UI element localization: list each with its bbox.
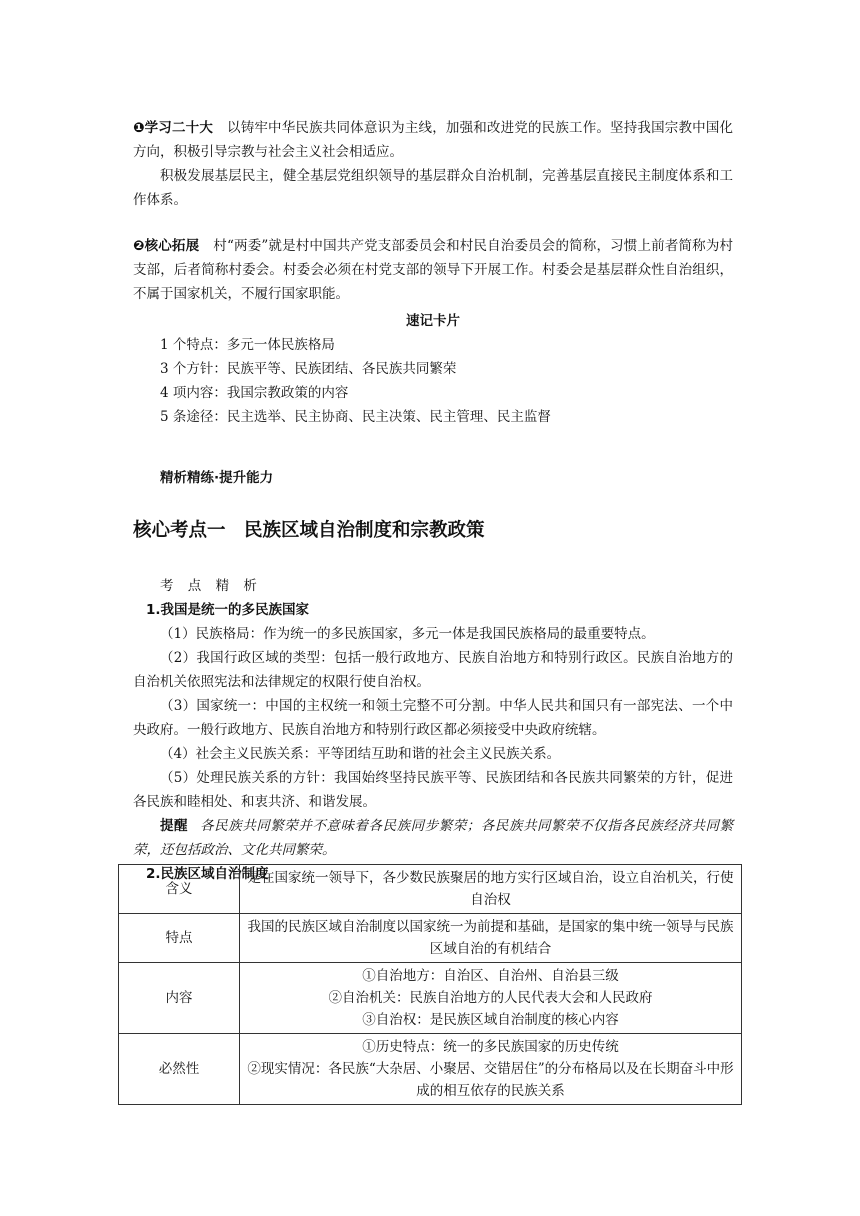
analysis-label: 考 点 精 析 <box>160 578 262 594</box>
table-value-cell <box>240 963 742 1034</box>
study-text-1: 以铸牢中华民族共同体意识为主线，加强和改进党的民族工作。坚持我国宗教中国化方向，积极引导宗教与社会主义社会相适应。 <box>133 120 733 160</box>
table-key-cell: 含义 <box>119 865 240 914</box>
subheading-2: 2.民族区域自治制度 <box>146 866 269 882</box>
memo-card-line: 5 条途径：民主选举、民主协商、民主决策、民主管理、民主监督 <box>160 409 551 425</box>
analysis-item: （1）民族格局：作为统一的多民族国家，多元一体是我国民族格局的最重要特点。 <box>160 626 655 642</box>
study-paragraph-2: 积极发展基层民主，健全基层党组织领导的基层群众自治机制，完善基层直接民主制度体系和工作体系。 <box>133 168 733 208</box>
table-row <box>119 914 742 963</box>
study-block <box>133 116 733 212</box>
autonomy-table <box>118 864 742 1105</box>
section-label: 精析精练·提升能力 <box>160 470 274 486</box>
table-value-line: ③自治权：是民族区域自治制度的核心内容 <box>362 1012 619 1028</box>
memo-card-line: 1 个特点：多元一体民族格局 <box>160 337 335 353</box>
analysis-block <box>133 574 733 886</box>
analysis-item: （3）国家统一：中国的主权统一和领土完整不可分割。中华人民共和国只有一部宪法、一个中央政府。一般行政地方、民族自治地方和特别行政区都必须接受中央政府统辖。 <box>133 698 733 738</box>
section-heading: 核心考点一 民族区域自治制度和宗教政策 <box>133 520 485 541</box>
table-value-cell <box>240 1034 742 1105</box>
analysis-item: （5）处理民族关系的方针：我国始终坚持民族平等、民族团结和各民族共同繁荣的方针，促进各民族和睦相处、和衷共济、和谐发展。 <box>133 770 733 810</box>
analysis-item: （2）我国行政区域的类型：包括一般行政地方、民族自治地方和特别行政区。民族自治地方的自治机关依照宪法和法律规定的权限行使自治权。 <box>133 650 733 690</box>
study-lead: ❶学习二十大 <box>133 120 214 136</box>
table-value-line: ②现实情况：各民族“大杂居、小聚居、交错居住”的分布格局以及在长期奋斗中形成的相互依存的民族关系 <box>247 1061 734 1099</box>
remind-label: 提醒 <box>160 818 189 834</box>
table-key-cell: 特点 <box>119 914 240 963</box>
study-paragraph-1 <box>133 116 733 164</box>
table-key-cell: 必然性 <box>119 1034 240 1105</box>
memo-card-title: 速记卡片 <box>406 313 460 329</box>
memo-card-line: 4 项内容：我国宗教政策的内容 <box>160 385 349 401</box>
table-value-line: ①历史特点：统一的多民族国家的历史传统 <box>362 1039 619 1055</box>
memo-card <box>133 309 733 429</box>
expand-text: 村“两委”就是村中国共产党支部委员会和村民自治委员会的简称，习惯上前者简称为村支部，后者简称村委会。村委会必须在村党支部的领导下开展工作。村委会是基层群众性自治组织，不属于国家机关，不履行国家职能。 <box>133 238 733 302</box>
remind-paragraph <box>133 814 733 862</box>
analysis-item: （4）社会主义民族关系：平等团结互助和谐的社会主义民族关系。 <box>160 746 561 762</box>
table-value-cell: 是在国家统一领导下，各少数民族聚居的地方实行区域自治，设立自治机关，行使自治权 <box>240 865 742 914</box>
table-row <box>119 1034 742 1105</box>
expand-lead: ❷核心拓展 <box>133 238 200 254</box>
table-value-line: ①自治地方：自治区、自治州、自治县三级 <box>362 968 619 984</box>
table-key-cell: 内容 <box>119 963 240 1034</box>
remind-text: 各民族共同繁荣并不意味着各民族同步繁荣；各民族共同繁荣不仅指各民族经济共同繁荣，还包括政治、文化共同繁荣。 <box>133 818 734 858</box>
table-row <box>119 963 742 1034</box>
expand-paragraph <box>133 234 733 306</box>
table-row <box>119 865 742 914</box>
expand-block <box>133 234 733 306</box>
table-value-line: ②自治机关：民族自治地方的人民代表大会和人民政府 <box>328 990 653 1006</box>
memo-card-line: 3 个方针：民族平等、民族团结、各民族共同繁荣 <box>160 361 457 377</box>
subheading-1: 1.我国是统一的多民族国家 <box>146 602 310 618</box>
table-value-cell: 我国的民族区域自治制度以国家统一为前提和基础，是国家的集中统一领导与民族区域自治的有机结合 <box>240 914 742 963</box>
